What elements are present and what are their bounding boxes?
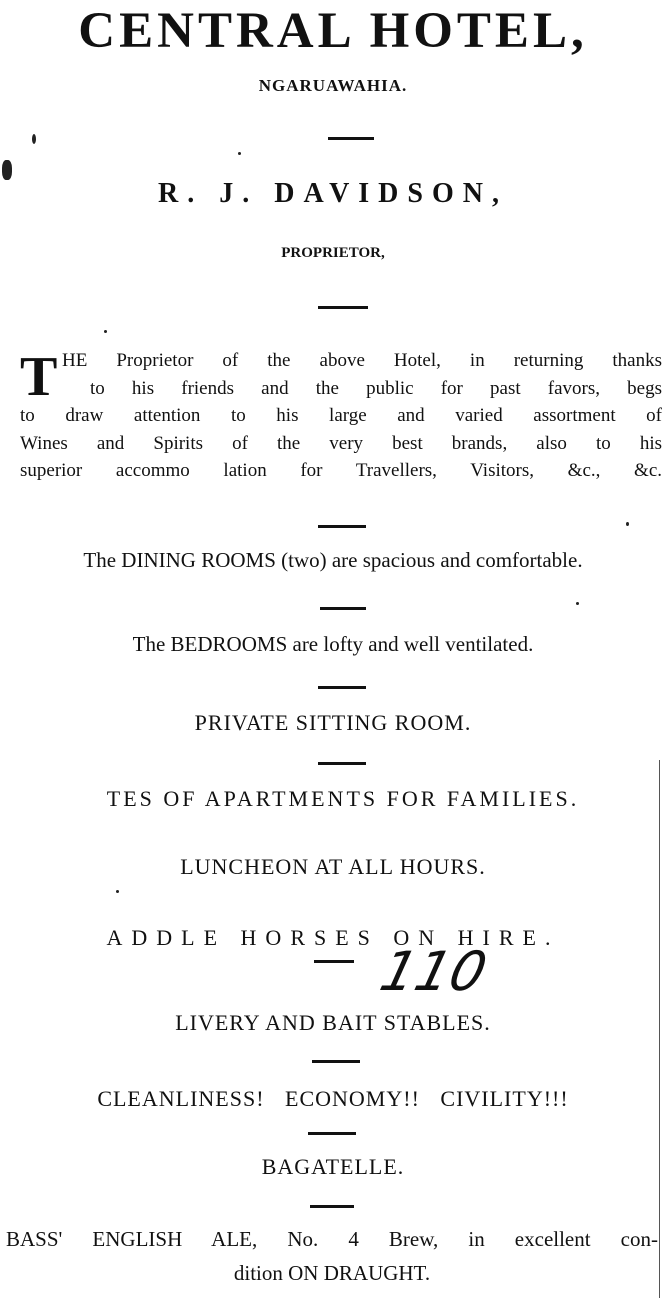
intro-line: to his friends and the public for past favors, begs	[90, 377, 662, 399]
divider-rule	[328, 137, 374, 140]
intro-line: HE Proprietor of the above Hotel, in returning thanks	[62, 350, 662, 371]
intro-line: Wines and Spirits of the very best brands, also to his	[20, 432, 662, 454]
divider-rule	[320, 607, 366, 610]
sitting-room-line: PRIVATE SITTING ROOM.	[194, 710, 472, 735]
divider-rule	[318, 762, 366, 765]
motto-line: CLEANLINESS! ECONOMY!! CIVILITY!!!	[97, 1086, 569, 1111]
suites-line: TES OF APARTMENTS FOR FAMILIES.	[106, 786, 580, 811]
ale-paragraph	[6, 1222, 658, 1290]
handwritten-note: 110	[374, 940, 493, 1003]
divider-rule	[318, 306, 368, 309]
intro-line: superior accommo lation for Travellers, Visitors, &c., &c.	[20, 460, 662, 481]
divider-rule	[318, 686, 366, 689]
proprietor-name: R. J. DAVIDSON,	[158, 178, 508, 209]
ink-speck	[626, 522, 629, 526]
bagatelle-line: BAGATELLE.	[261, 1154, 405, 1179]
divider-rule	[314, 960, 354, 963]
intro-paragraph	[20, 347, 662, 485]
luncheon-line: LUNCHEON AT ALL HOURS.	[180, 854, 486, 879]
hotel-title: CENTRAL HOTEL,	[78, 3, 588, 59]
bedrooms-line: The BEDROOMS are lofty and well ventilated.	[132, 632, 534, 656]
ale-line: BASS' ENGLISH ALE, No. 4 Brew, in excellent con-	[6, 1227, 658, 1251]
intro-line: to draw attention to his large and varied assortment of	[20, 405, 662, 426]
ink-speck	[32, 134, 36, 144]
intro-drop-cap: T	[20, 346, 58, 408]
ink-speck	[576, 602, 579, 605]
ink-speck	[238, 152, 241, 155]
divider-rule	[318, 525, 366, 528]
ale-line: dition ON DRAUGHT.	[233, 1261, 431, 1285]
ink-speck	[2, 160, 12, 180]
saddle-horses-line: ADDLE HORSES ON HIRE.	[106, 925, 560, 950]
divider-rule	[308, 1132, 356, 1135]
column-edge-line	[659, 760, 660, 1298]
livery-line: LIVERY AND BAIT STABLES.	[175, 1010, 491, 1035]
divider-rule	[310, 1205, 354, 1208]
divider-rule	[312, 1060, 360, 1063]
dining-rooms-line: The DINING ROOMS (two) are spacious and comfortable.	[83, 548, 583, 572]
hotel-location: NGARUAWAHIA.	[258, 76, 408, 95]
ink-speck	[104, 330, 107, 333]
ink-speck	[116, 890, 119, 893]
proprietor-role: PROPRIETOR,	[281, 245, 385, 261]
